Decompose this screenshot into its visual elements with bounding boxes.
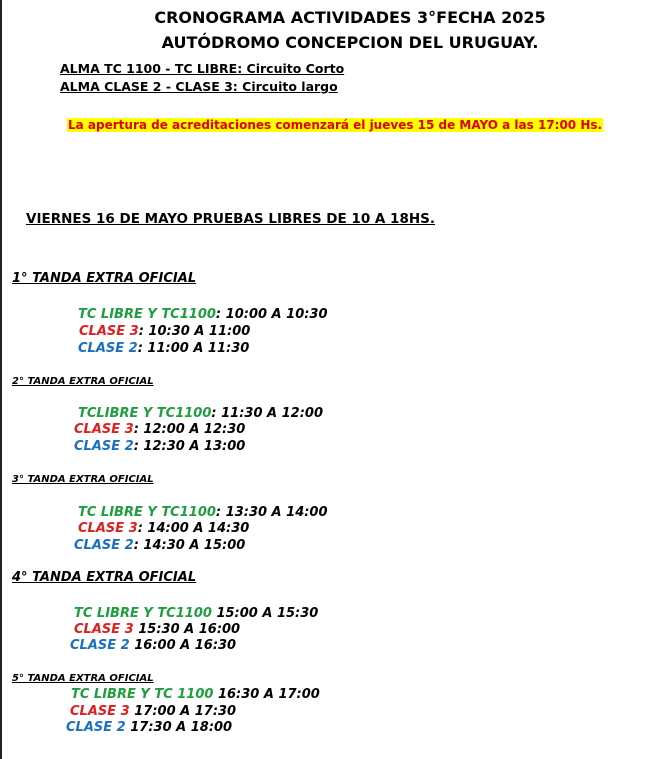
time-range: 14:00 A 14:30 (142, 521, 250, 536)
tanda-title: 2° TANDA EXTRA OFICIAL (12, 376, 154, 387)
class-name: TC LIBRE Y TC1100 (74, 606, 212, 621)
time-range: 16:00 A 16:30 (129, 638, 237, 653)
time-range: 12:30 A 13:00 (138, 439, 246, 454)
schedule-row (70, 638, 236, 653)
document-title: CRONOGRAMA ACTIVIDADES 3°FECHA 2025 (154, 8, 546, 27)
schedule-row (74, 606, 318, 621)
tanda-title: 5° TANDA EXTRA OFICIAL (12, 673, 154, 684)
time-range: 11:00 A 11:30 (142, 341, 250, 356)
left-border (0, 0, 2, 759)
class-name: TC LIBRE Y TC1100 (78, 505, 216, 520)
tanda-title: 3° TANDA EXTRA OFICIAL (12, 474, 154, 485)
time-range: 11:30 A 12:00 (216, 406, 323, 421)
class-name: TC LIBRE Y TC 1100 (71, 687, 214, 702)
circuit-line-1: ALMA TC 1100 - TC LIBRE: Circuito Corto (60, 61, 345, 76)
tanda-title: 1° TANDA EXTRA OFICIAL (12, 271, 197, 286)
class-name: CLASE 2 (74, 538, 134, 553)
time-range: 13:30 A 14:00 (221, 505, 328, 520)
time-range: 15:00 A 15:30 (211, 606, 319, 621)
schedule-row: TCLIBRE Y TC1100: 11:30 A 12:00 (78, 406, 323, 421)
time-range: 16:30 A 17:00 (213, 687, 320, 702)
time-range: 12:00 A 12:30 (138, 422, 246, 437)
class-name: CLASE 3 (78, 521, 138, 536)
time-range: 17:30 A 18:00 (125, 720, 233, 735)
day-heading: VIERNES 16 DE MAYO PRUEBAS LIBRES DE 10 A 18HS. (26, 211, 435, 227)
time-range: 14:30 A 15:00 (138, 538, 246, 553)
class-name: CLASE 2 (74, 439, 134, 454)
time-range: 17:00 A 17:30 (129, 704, 237, 719)
schedule-row (74, 622, 240, 637)
schedule-row (70, 704, 236, 719)
tanda-title: 4° TANDA EXTRA OFICIAL (12, 570, 197, 585)
schedule-row: CLASE 3: 10:30 A 11:00 (79, 324, 251, 339)
time-range: 10:30 A 11:00 (143, 324, 251, 339)
schedule-row: CLASE 3: 12:00 A 12:30 (74, 422, 246, 437)
schedule-row: CLASE 3: 14:00 A 14:30 (78, 521, 250, 536)
class-name: CLASE 3 (74, 622, 134, 637)
class-name: TC LIBRE Y TC1100 (78, 307, 216, 322)
class-name: CLASE 2 (70, 638, 130, 653)
schedule-row (66, 720, 232, 735)
class-name: TCLIBRE Y TC1100 (78, 406, 212, 421)
circuit-line-2: ALMA CLASE 2 - CLASE 3: Circuito largo (60, 79, 338, 94)
class-name: CLASE 2 (66, 720, 126, 735)
time-range: 15:30 A 16:00 (133, 622, 241, 637)
schedule-row: TC LIBRE Y TC1100: 10:00 A 10:30 (78, 307, 328, 322)
class-name: CLASE 3 (70, 704, 130, 719)
accreditation-notice: La apertura de acreditaciones comenzará el jueves 15 de MAYO a las 17:00 Hs. (68, 118, 603, 132)
venue-title: AUTÓDROMO CONCEPCION DEL URUGUAY. (161, 33, 539, 52)
class-name: CLASE 3 (74, 422, 134, 437)
schedule-row: TC LIBRE Y TC1100: 13:30 A 14:00 (78, 505, 328, 520)
class-name: CLASE 2 (78, 341, 138, 356)
class-name: CLASE 3 (79, 324, 139, 339)
schedule-row: CLASE 2: 14:30 A 15:00 (74, 538, 246, 553)
schedule-row: CLASE 2: 11:00 A 11:30 (78, 341, 250, 356)
schedule-row (71, 687, 320, 702)
time-range: 10:00 A 10:30 (221, 307, 328, 322)
schedule-row: CLASE 2: 12:30 A 13:00 (74, 439, 246, 454)
